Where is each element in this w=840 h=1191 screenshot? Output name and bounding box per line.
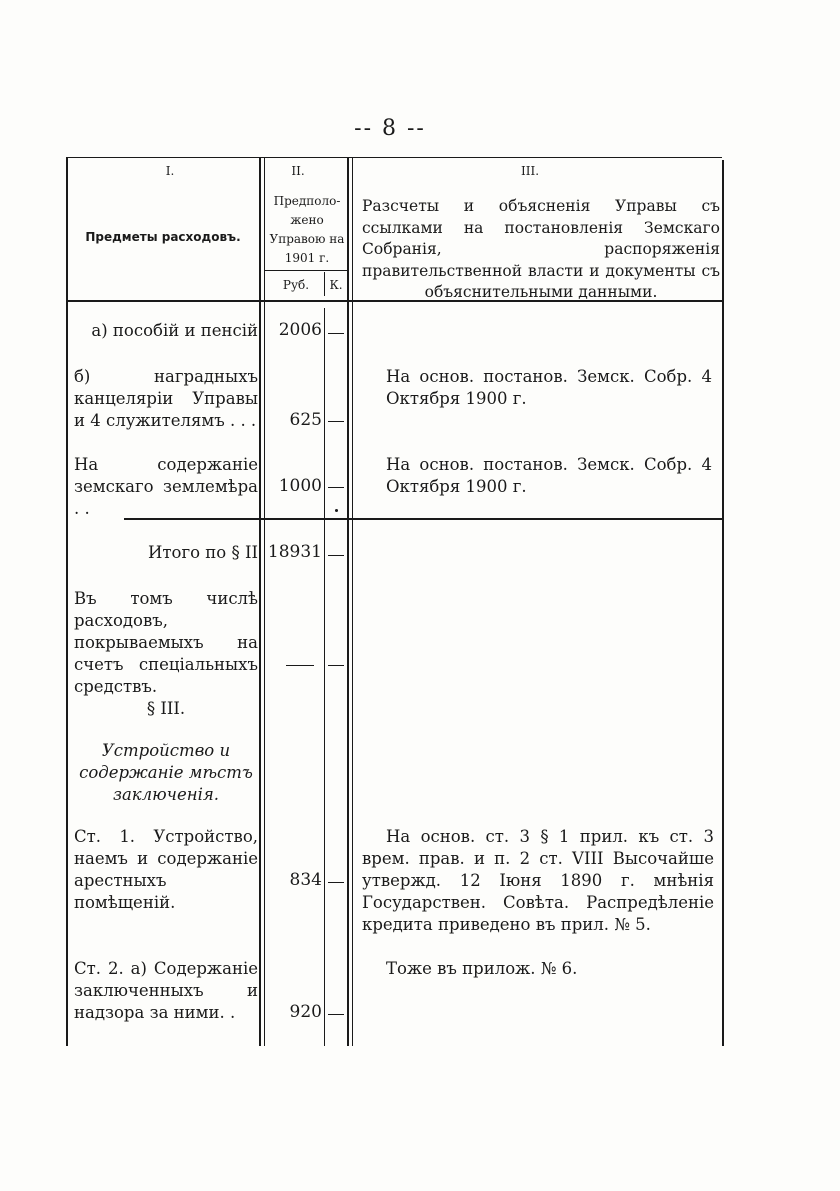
row-note: На основ. постанов. Земск. Собр. 4 Октября 1900 г. <box>386 367 712 408</box>
row-amount: 834 <box>289 870 322 890</box>
column-1-heading: Предметы расходовъ. <box>85 230 241 244</box>
dot-mark <box>335 509 338 512</box>
row-amount: 2006 <box>278 320 322 340</box>
row-note: На основ. постанов. Земск. Собр. 4 Октября 1900 г. <box>386 455 712 496</box>
row-item: а) пособій и пенсій <box>91 321 258 340</box>
kopeck-dash <box>328 1014 344 1015</box>
column-3-number: III. <box>520 164 540 178</box>
kopeck-rule <box>324 272 325 296</box>
row-item: На содержаніе земскаго землемѣра . . <box>74 455 258 518</box>
rubles-subheading: Руб. <box>282 278 310 292</box>
row-note: Тоже въ прилож. № 6. <box>386 959 578 978</box>
kopeck-dash <box>328 665 344 666</box>
row-item: Въ томъ числѣ расходовъ, покрываемыхъ на счетъ спеціальныхъ средствъ. <box>74 589 258 696</box>
kopeck-dash <box>328 555 344 556</box>
kopeck-dash <box>328 487 344 488</box>
row-amount: 625 <box>289 410 322 430</box>
row-amount: 920 <box>289 1002 322 1022</box>
kopecks-subheading: К. <box>329 278 343 292</box>
row-item: Ст. 1. Устройство, наемъ и содержаніе арестныхъ помѣщеній. <box>74 827 258 912</box>
row-item: Ст. 2. а) Содержаніе заключенныхъ и надзора за ними. . <box>74 959 258 1022</box>
column-3-heading: Разсчеты и объясненія Управы съ ссылками на постановленія Земскаго Собранія, распоряженія правительственной власти и документы съ объяснительными данными. <box>362 197 720 301</box>
column-rule <box>347 158 349 1046</box>
section-heading: § III. <box>146 699 186 718</box>
table-left-rule <box>66 158 68 1046</box>
amount-dash <box>286 665 314 666</box>
row-note: На основ. ст. 3 § 1 прил. къ ст. 3 врем. прав. и п. 2 ст. VIII Высочайше утвержд. 12 Іюня 1890 г. мнѣнія Государствен. Совѣта. Распредѣленіе кредита приведено въ прил. № 5. <box>362 827 714 934</box>
row-amount: 1000 <box>278 476 322 496</box>
kopeck-dash <box>328 333 344 334</box>
column-rule <box>264 158 265 1046</box>
kopeck-dash <box>328 421 344 422</box>
section-title: Устройство и содержаніе мѣстъ заключенія. <box>79 741 253 804</box>
subtotal-label: Итого по § II <box>148 543 258 562</box>
row-item: б) наградныхъ канцеляріи Управы и 4 служителямъ . . . <box>74 367 258 430</box>
column-rule <box>259 158 261 1046</box>
table-top-rule <box>66 157 722 158</box>
column-2-number: II. <box>291 164 305 178</box>
column-2-heading: Предполо-жено Управою на 1901 г. <box>269 194 345 265</box>
page-number: -- 8 -- <box>354 116 426 141</box>
column-rule <box>352 158 353 1046</box>
kopeck-rule <box>324 308 325 1046</box>
column-1-number: I. <box>165 164 175 178</box>
kopeck-dash <box>328 882 344 883</box>
subtotal-amount: 18931 <box>267 542 322 562</box>
table-right-rule <box>722 160 724 1046</box>
rub-kop-divider-rule <box>264 270 348 271</box>
